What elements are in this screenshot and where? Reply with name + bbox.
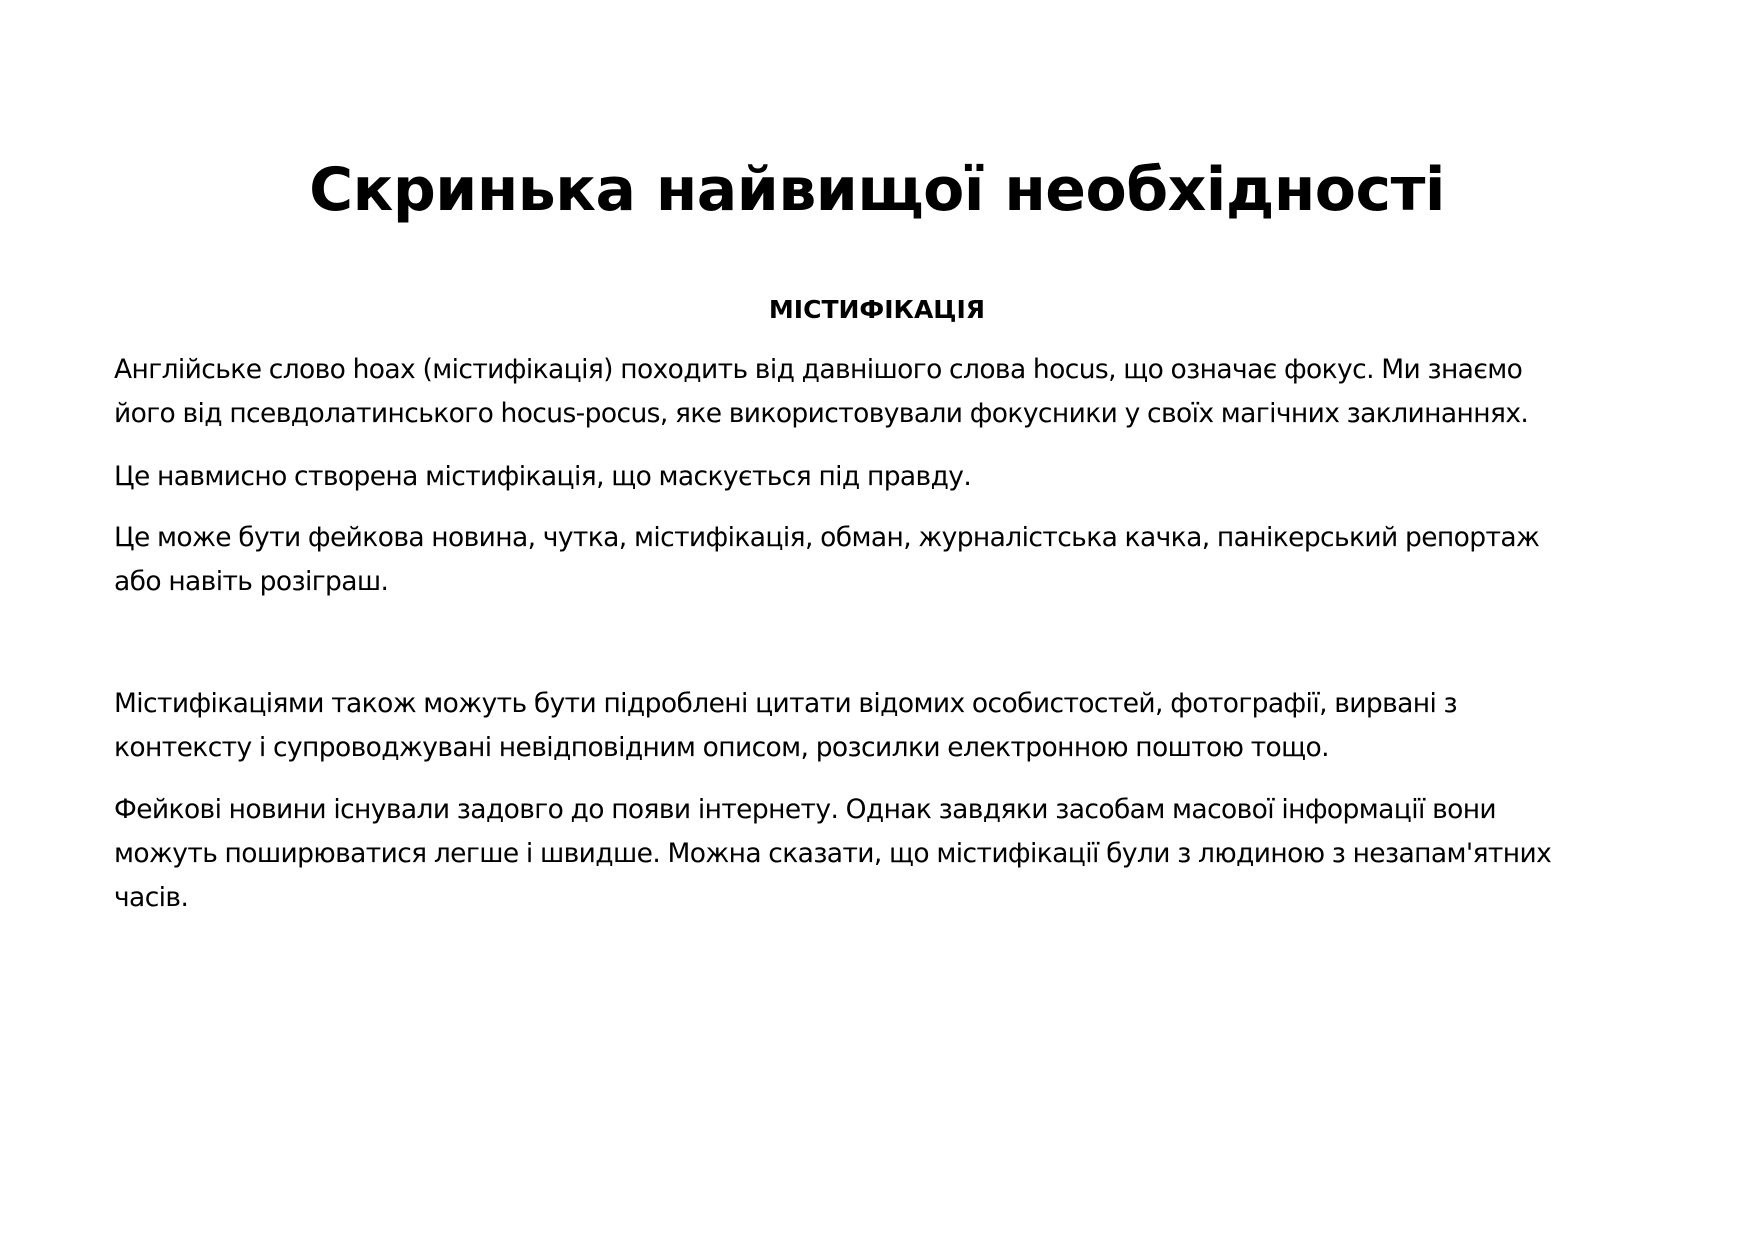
paragraph-line: часів. xyxy=(114,882,189,913)
paragraph-line: Фейкові новини існували задовго до появи інтернету. Однак завдяки засобам масової інформації вони xyxy=(114,794,1497,825)
paragraph-3 xyxy=(114,516,1644,604)
paragraph-line: контексту і супроводжувані невідповідним описом, розсилки електронною поштою тощо. xyxy=(114,732,1329,763)
paragraph-line: Англійське слово hoax (містифікація) походить від давнішого слова hocus, що означає фокус. Ми знаємо xyxy=(114,354,1523,385)
paragraph-5 xyxy=(114,788,1644,920)
paragraph-line: Це може бути фейкова новина, чутка, містифікація, обман, журналістська качка, панікерський репортаж xyxy=(114,522,1540,553)
paragraph-line: Це навмисно створена містифікація, що маскується під правду. xyxy=(114,461,972,492)
paragraph-line: його від псевдолатинського hocus-pocus, яке використовували фокусники у своїх магічних заклинаннях. xyxy=(114,398,1529,429)
section-heading: МІСТИФІКАЦІЯ xyxy=(768,295,986,324)
paragraph-line: або навіть розіграш. xyxy=(114,566,389,597)
page-title: Скринька найвищої необхідності xyxy=(309,155,1445,225)
paragraph-2 xyxy=(114,455,1644,499)
paragraph-4 xyxy=(114,682,1644,770)
paragraph-line: можуть поширюватися легше і швидше. Можна сказати, що містифікації були з людиною з незапам'ятних xyxy=(114,838,1552,869)
paragraph-line: Містифікаціями також можуть бути підроблені цитати відомих особистостей, фотографії, вирвані з xyxy=(114,688,1458,719)
paragraph-1 xyxy=(114,348,1644,436)
